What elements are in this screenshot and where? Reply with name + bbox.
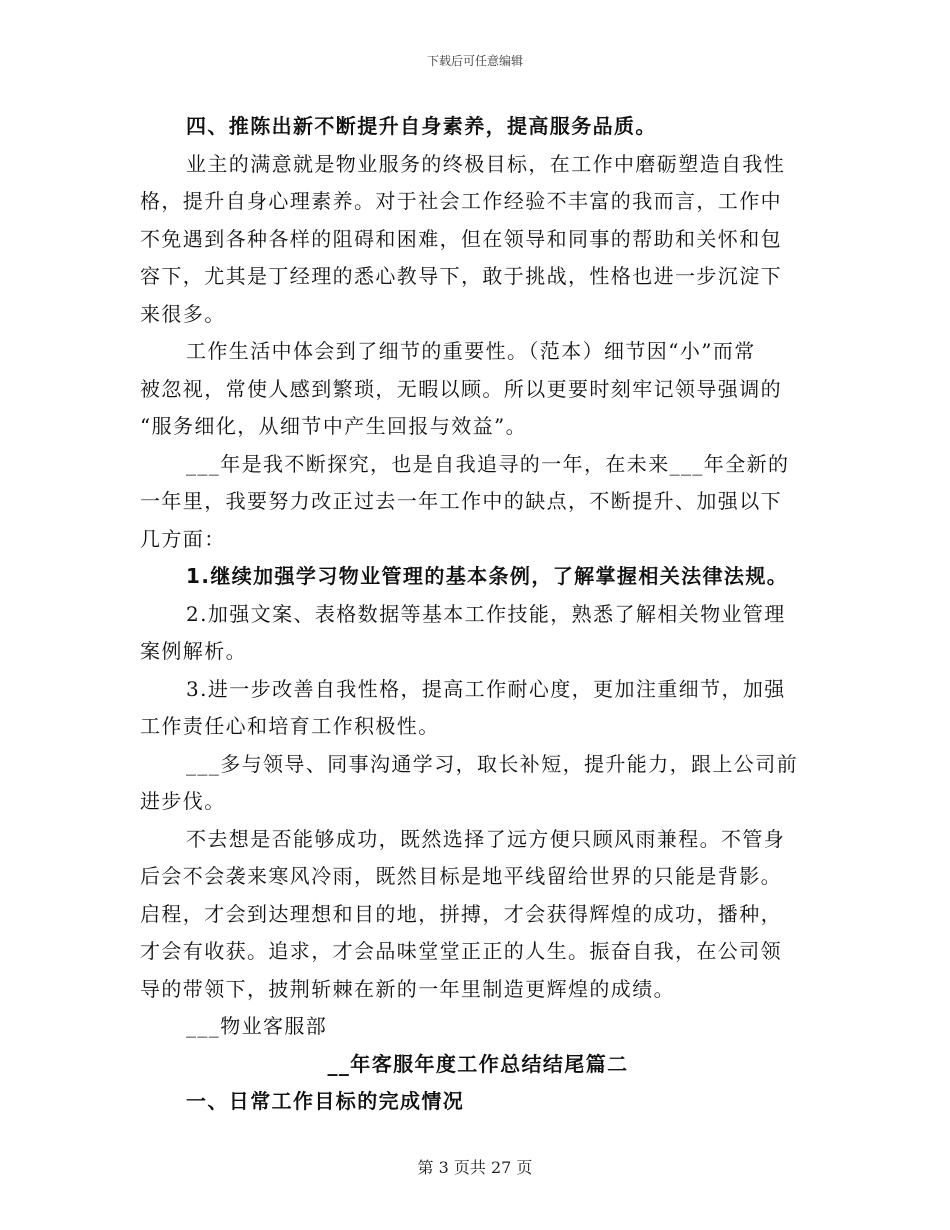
document-body [140,108,816,1121]
paragraph-line: 格，提升自身心理素养。对于社会工作经验不丰富的我而言，工作中 [140,189,782,213]
page-number: 第 3 页共 27 页 [417,1158,533,1177]
paragraph-line: 才会有收获。追求，才会品味堂堂正正的人生。振奋自我，在公司领 [140,939,782,963]
list-item: 2.加强文案、表格数据等基本工作技能，熟悉了解相关物业管理 [186,601,786,626]
paragraph-line: 导的带领下，披荆斩棘在新的一年里制造更辉煌的成绩。 [140,976,675,1001]
paragraph-line: 被忽视，常使人感到繁琐，无暇以顾。所以更要时刻牢记领导强调的 [140,376,782,401]
paragraph-line: 不去想是否能够成功，既然选择了远方便只顾风雨兼程。不管身 [186,826,786,851]
document-subtitle: __年客服年度工作总结结尾篇二 [327,1051,629,1076]
section-heading: 四、推陈出新不断提升自身素养，提高服务品质。 [186,114,657,138]
list-item: ___多与领导、同事沟通学习，取长补短，提升能力，跟上公司前 [186,751,798,776]
paragraph-line: 后会不会袭来寒风冷雨，既然目标是地平线留给世界的只能是背影。 [140,864,782,888]
paragraph-line: 不免遇到各种各样的阻碍和困难，但在领导和同事的帮助和关怀和包 [140,226,782,251]
paragraph-line: “服务细化，从细节中产生回报与效益”。 [140,414,528,438]
list-item-continuation: 工作责任心和培育工作积极性。 [140,714,440,738]
list-item-continuation: 案例解析。 [140,639,247,663]
paragraph-line: 容下，尤其是丁经理的悉心教导下，敢于挑战，性格也进一步沉淀下 [140,264,782,288]
list-item-continuation: 进步伐。 [140,789,226,813]
paragraph-line: 来很多。 [140,301,226,326]
list-item-bold: 1.继续加强学习物业管理的基本条例，了解掌握相关法律法规。 [186,564,789,588]
paragraph-line: ___年是我不断探究，也是自我追寻的一年，在未来___年全新的 [186,451,790,476]
paragraph-line: 启程，才会到达理想和目的地，拼搏，才会获得辉煌的成功，播种， [140,901,782,926]
paragraph-line: 几方面： [140,526,226,551]
paragraph-line: 业主的满意就是物业服务的终极目标，在工作中磨砺塑造自我性 [186,151,786,176]
section-heading: 一、日常工作目标的完成情况 [186,1089,465,1113]
paragraph-line: 一年里，我要努力改正过去一年工作中的缺点，不断提升、加强以下 [140,489,782,513]
page-header-note: 下载后可任意编辑 [426,54,523,68]
signature-line: ___物业客服部 [186,1014,328,1038]
paragraph-line: 工作生活中体会到了细节的重要性。（范本）细节因“小”而常 [186,339,756,363]
list-item: 3.进一步改善自我性格，提高工作耐心度，更加注重细节，加强 [186,676,786,701]
